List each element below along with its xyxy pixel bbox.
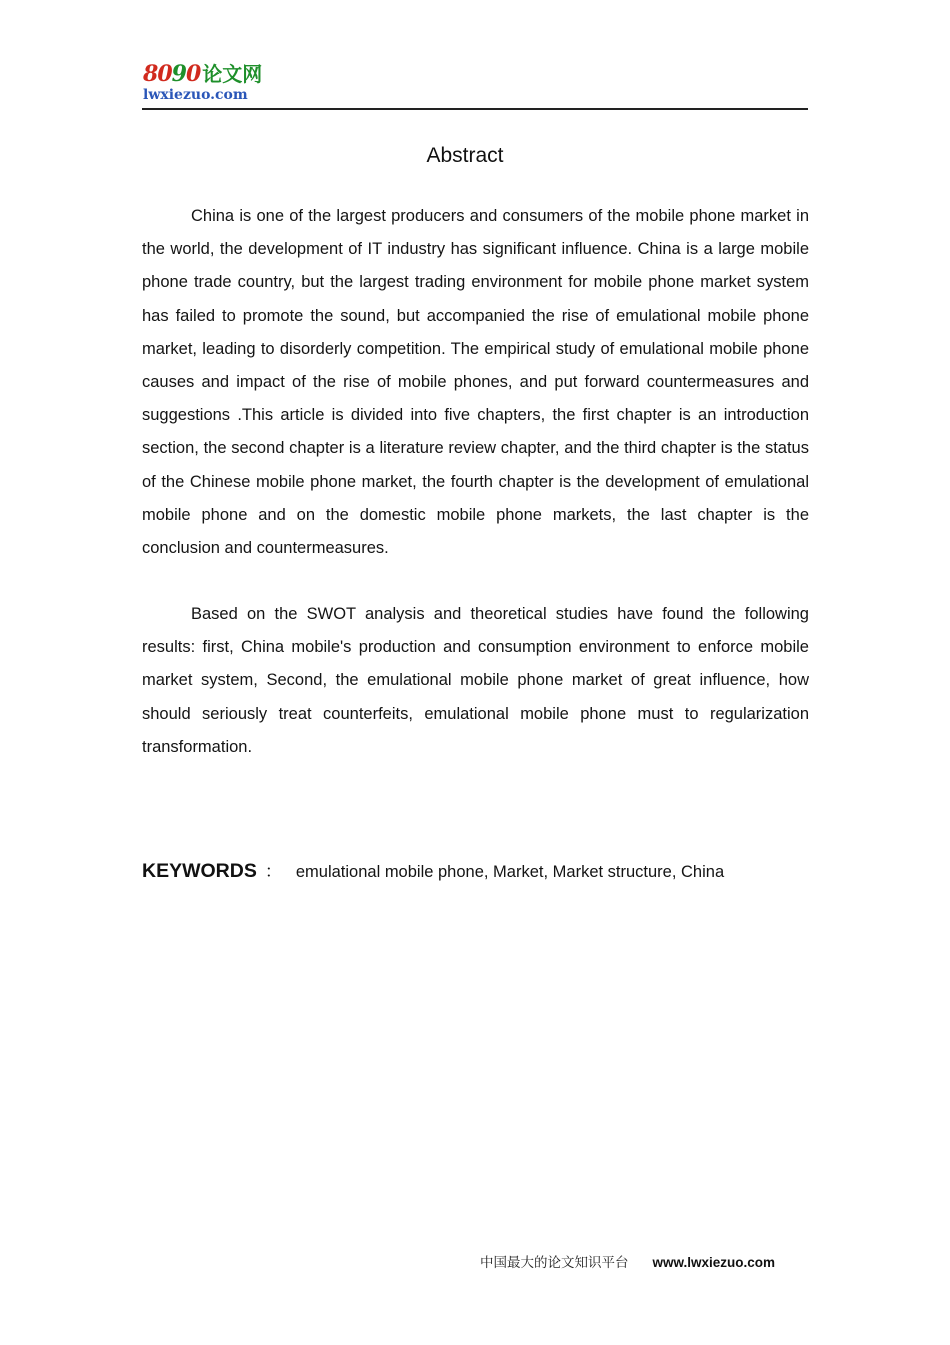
header-divider <box>142 108 808 110</box>
footer-url: www.lwxiezuo.com <box>652 1255 776 1270</box>
page-footer <box>480 1253 810 1273</box>
logo-url: lwxiezuo.com <box>143 87 248 103</box>
logo-digit: 0 <box>185 61 201 87</box>
keywords-label: KEYWORDS <box>142 860 257 882</box>
logo-chinese-text: 论文网 <box>202 62 263 86</box>
keywords-text: emulational mobile phone, Market, Market structure, China <box>295 863 725 881</box>
keywords-line <box>142 857 822 886</box>
footer-tagline: 中国最大的论文知识平台 <box>480 1255 629 1271</box>
logo-digit: 8 <box>143 61 158 87</box>
page-title: Abstract <box>426 144 504 167</box>
abstract-paragraph-1: China is one of the largest producers and consumers of the mobile phone market in the world, the development of IT industry has significant influence. China is a large mobile phone trade country, but the largest trading environment for mobile phone market system has failed to promote the sound, but accompanied the rise of emulational mobile phone market, leading to disorderly competition. The empirical study of emulational mobile phone causes and impact of the rise of mobile phones, and put forward countermeasures and suggestions .This article is divided into five chapters, the first chapter is an introduction section, the second chapter is a literature review chapter, and the third chapter is the status of the Chinese mobile phone market, the fourth chapter is the development of emulational mobile phone and on the domestic mobile phone markets, the last chapter is the conclusion and countermeasures. <box>142 207 809 558</box>
logo-numerals <box>143 61 200 87</box>
site-logo <box>143 60 293 108</box>
keywords-separator: ： <box>264 862 282 881</box>
logo-wordmark <box>143 60 262 88</box>
logo-digit: 9 <box>171 61 186 87</box>
logo-digit: 0 <box>157 61 172 87</box>
abstract-paragraph-2: Based on the SWOT analysis and theoretical studies have found the following results: first, China mobile's production and consumption environment to enforce mobile market system, Second, the emulational mobile phone market of great influence, how should seriously treat counterfeits, emulational mobile phone must to regularization transformation. <box>142 605 809 756</box>
